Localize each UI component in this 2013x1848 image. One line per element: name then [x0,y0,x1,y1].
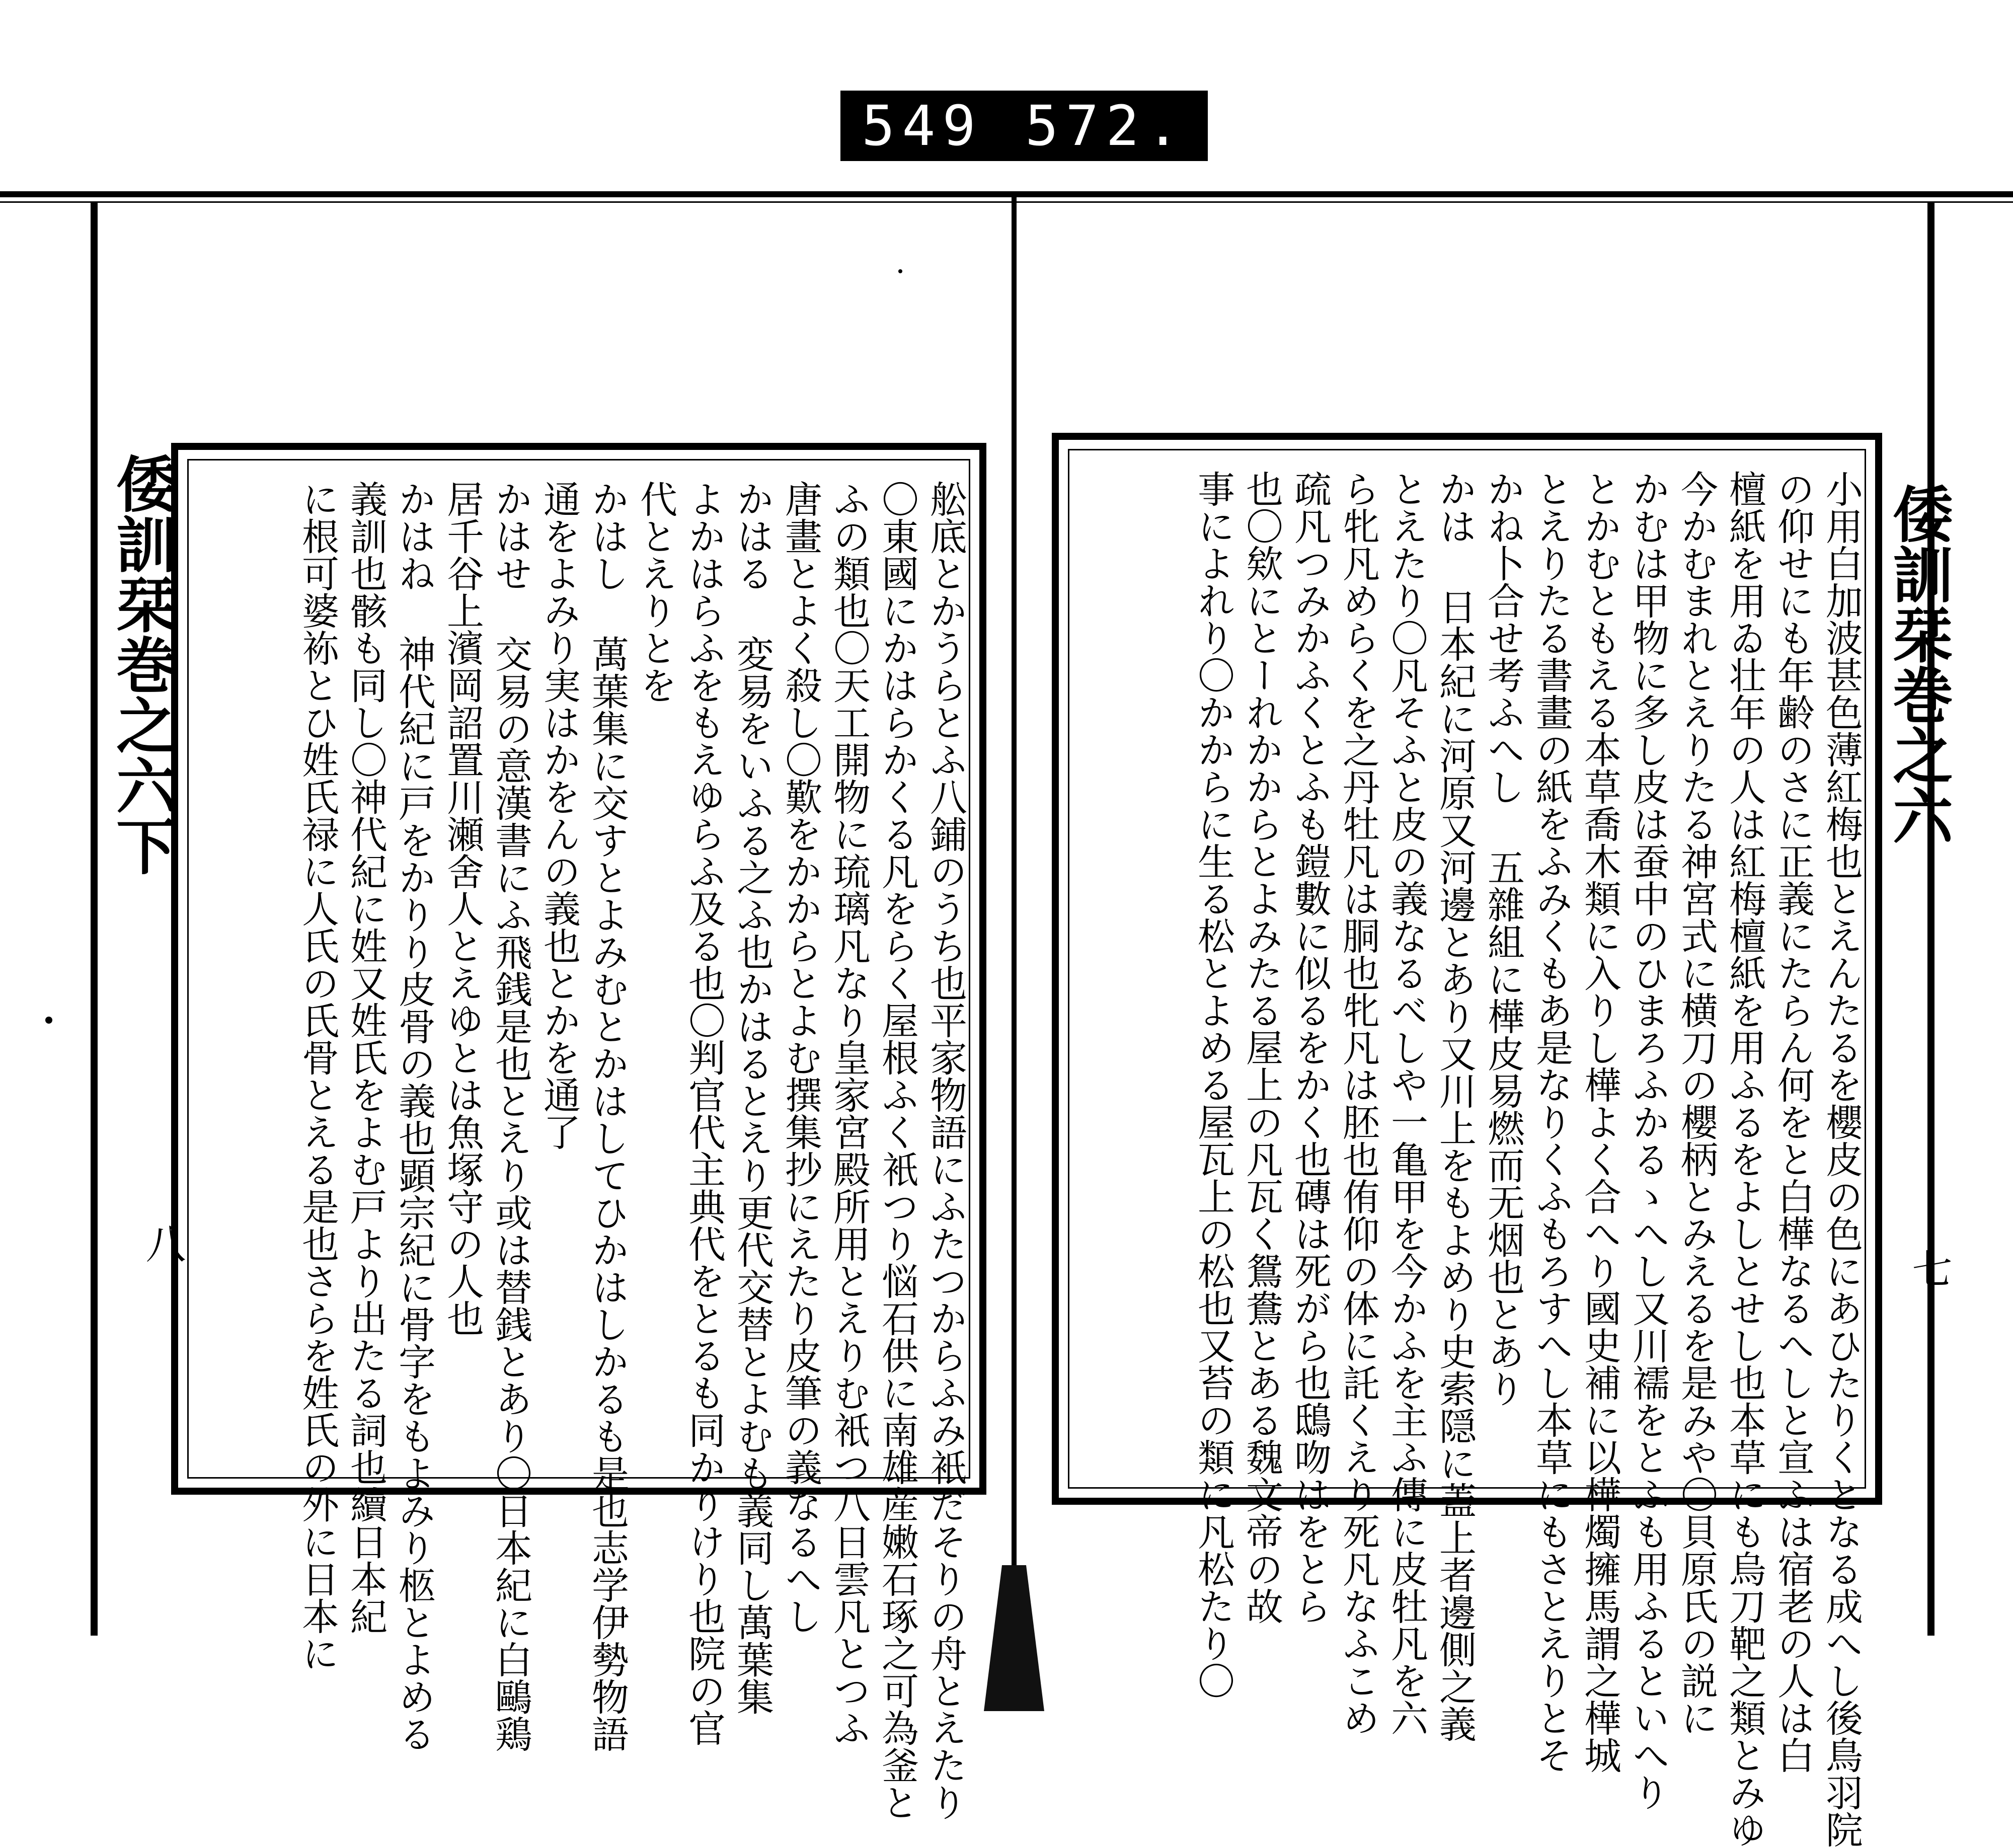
left-page-edge [91,201,98,1636]
left_page-text-column: 〇東國にかはらかくる凡をらく屋根ふく衹つり悩石供に南雄産嫩石琢之可為釜と [876,480,919,1821]
left_page-text-column: 舩底とかうらとふ八鋪のうち也平家物語にふたつからふみ衹だそりの舟とえたり [924,480,967,1821]
left_page-text-column: かはね 神代紀に戸をかりり皮骨の義也顕宗紀に骨字をもよみり柩とよめる [393,480,436,1752]
right-page-number: 七 [1905,1248,1952,1288]
binding-tassel [984,1565,1044,1711]
left_page-text-column: かはせ 交易の意漢書にふ飛銭是也とえり或は替銭とあり〇日本紀に白鷗鶏 [489,480,532,1752]
book-top-edge-thin [0,201,2013,203]
right_page-text-column: とえりたる書畫の紙をふみくもあ是なりくふもろすへし本草にもさとえりとそ [1530,470,1573,1774]
left_page-text-column: 代とえりとを [634,480,677,704]
right_page-text-column: とかむともえる本草喬木類に入りし樺よく合へり國史補に以樺燭擁馬謂之樺城 [1578,470,1621,1774]
right_page-text-column: の仰せにも年齢のさに正義にたらん何をと白樺なるへしと宣ふは宿老の人は白 [1771,470,1815,1774]
left-page-margin-title: 倭訓栞巻之六下 [106,453,177,876]
left-page-text-frame [171,443,986,1821]
right_page-text-column: かね卜合せ考ふへし 五雜組に樺皮易燃而无烟也とあり [1482,470,1525,1407]
book-spine [1012,197,1017,1581]
right-page-text-frame [1052,433,1882,1848]
right-page-margin-title: 倭訓栞巻之六 [1883,483,1954,845]
right_page-text-column: かむは甲物に多し皮は蚕中のひまろふかるゝへし又川襦をとふも用ふるといへり [1627,470,1670,1811]
left_page-text-column: よかはらふをもえゆらふ及る也〇判官代主典代をとるも同かりけり也院の官 [682,480,726,1746]
book-top-edge [0,191,2013,197]
left_page-text-column: に根可婆袮とひ姓氏禄に人氏の氏骨とえる是也さらを姓氏の外に日本に [296,480,339,1672]
right_page-text-column: 檀紙を用ゐ壮年の人は紅梅檀紙を用ふるをよしとせし也本草にも烏刀靶之類とみゆ [1723,470,1766,1848]
right_page-text-column: 疏凡つみかふくとふも鎧數に似るをかく也磚は死がら也鴟吻はをとら [1288,470,1332,1625]
right-page-edge [1927,201,1934,1636]
right-page-columns [1074,470,1863,1848]
right_page-text-column: かは 日本紀に河原又河邊とあり又川上をもよめり史索隠に蓋上者邊側之義 [1433,470,1477,1742]
left-page-columns [193,480,967,1821]
ink-spot [898,269,902,273]
ink-spot [45,1017,52,1024]
catalog-number-right: 572. [1025,94,1187,158]
right_page-text-column: ら牝凡めらくを之丹牡凡は胴也牝凡は胚也侑仰の体に託くえり死凡なふこめ [1337,470,1380,1736]
catalog-label [840,91,1208,161]
left_page-text-column: かはる 変易をいふる之ふ也かはるとえり更代交替とよむも義同し萬葉集 [731,480,774,1715]
left-page-number: 八 [139,1223,186,1263]
right_page-text-column: 事によれり〇かからに生る松とよめる屋瓦上の松也又苔の類に凡松たり〇 [1192,470,1235,1699]
right_page-text-column: 也〇欸にとーれかからとよみたる屋上の凡瓦く鴛鴦とある魏文帝の故 [1240,470,1283,1625]
left_page-text-column: 通をよみり実はかをんの義也とかを通了 [537,480,581,1150]
left_page-text-column: 居千谷上濱岡詔置川瀬舍人とえゆとは魚塚守の人也 [441,480,484,1337]
catalog-number-left: 549 [862,94,983,158]
right_page-text-column: とえたり〇凡そふと皮の義なるべしや一亀甲を今かふを主ふ傳に皮牡凡を六 [1385,470,1428,1736]
left_page-text-column: ふの類也〇天工開物に琉璃凡なり皇家宮殿所用とえりむ衹つ八日雲凡とつふ [827,480,871,1746]
left_page-text-column: 唐畫とよく殺し〇歎をかからとよむ撰集抄にえたり皮筆の義なるへし [779,480,822,1635]
right_page-text-column: 小用白加波甚色薄紅梅也とえんたるを櫻皮の色にあひたりくとなる成へし後鳥羽院 [1820,470,1863,1848]
right_page-text-column: 今かむまれとえりたる神宮式に横刀の櫻柄とみえるを是みや〇貝原氏の説に [1675,470,1718,1736]
left_page-text-column: 義訓也骸も同し〇神代紀に姓又姓氏をよむ戸より出たる詞也續日本紀 [344,480,388,1635]
left_page-text-column: かはし 萬葉集に交すとよみむとかはしてひかはしかるも是也志学伊勢物語 [586,480,629,1752]
